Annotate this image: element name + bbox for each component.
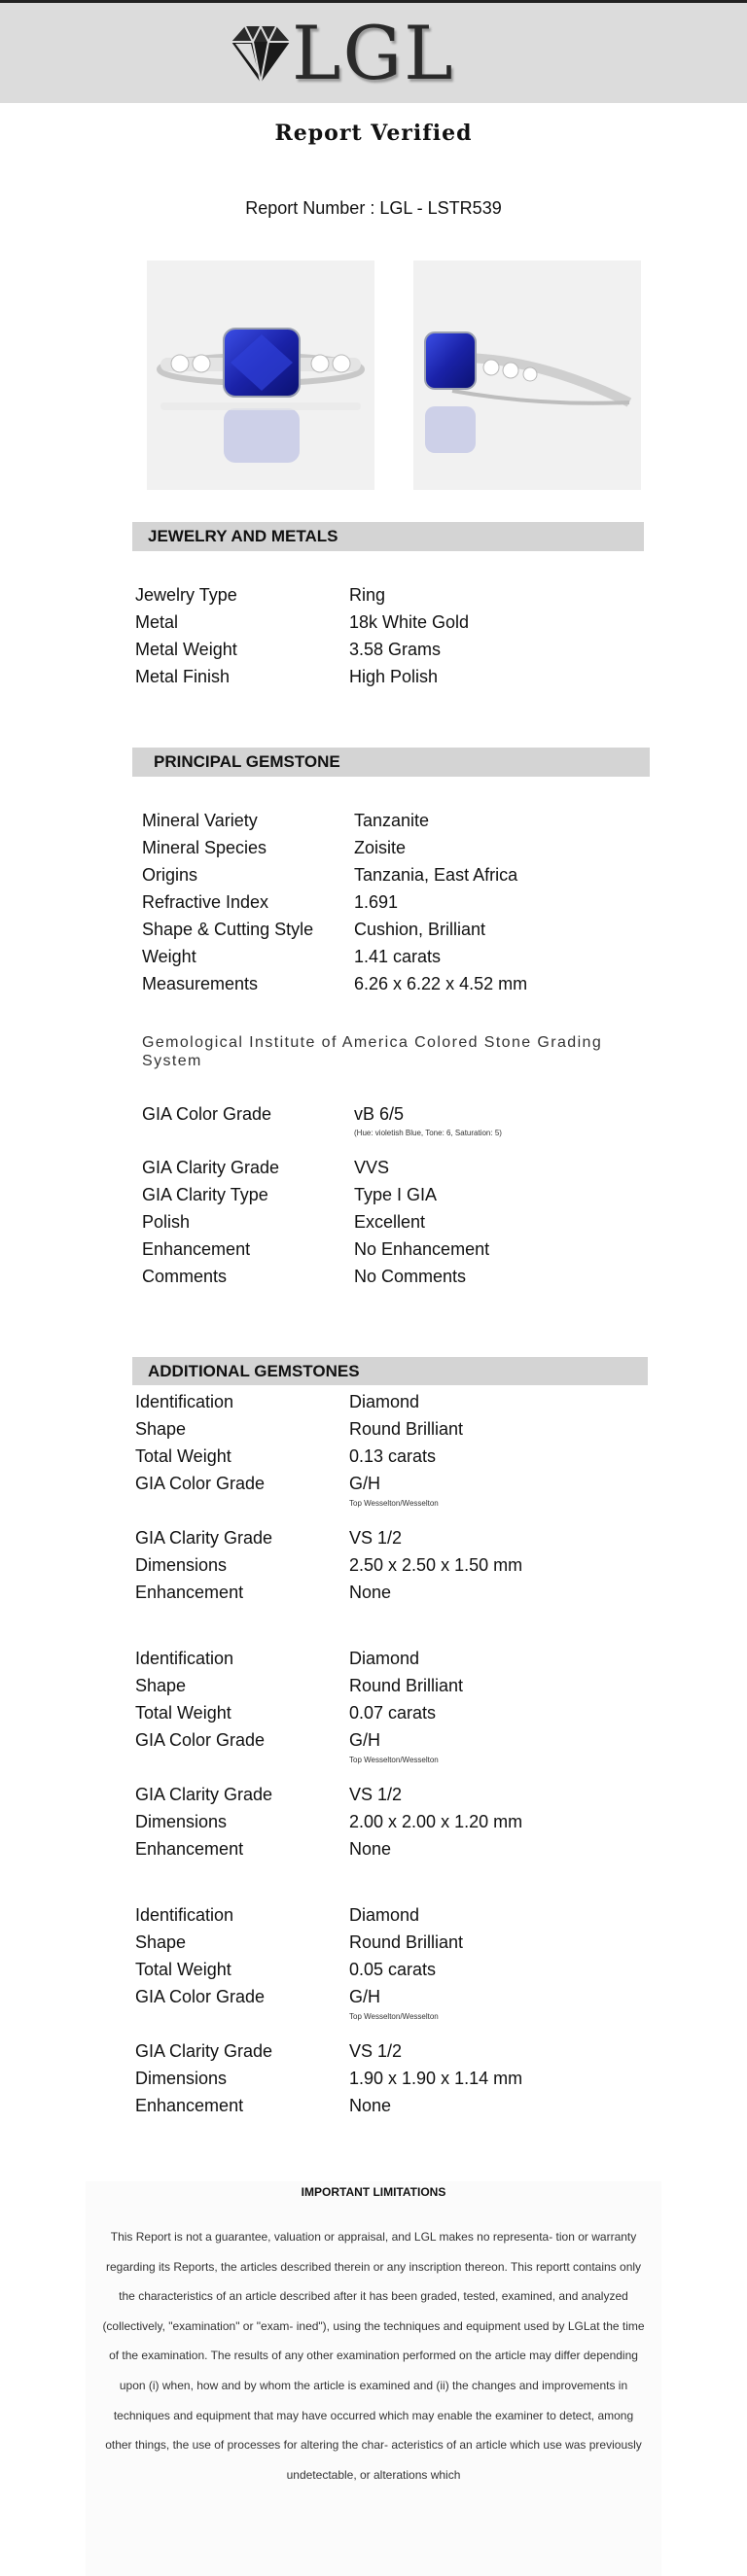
field-value: Diamond [349,1392,420,1411]
field-label: Shape [135,1419,187,1439]
field-label: GIA Clarity Grade [135,1528,273,1548]
field-value: 1.691 [354,892,399,912]
field-label: Enhancement [135,1839,244,1859]
field-value: None [349,1583,392,1602]
field-value: Type I GIA [354,1185,438,1204]
field-value: Round Brilliant [349,1419,464,1439]
field-label: Mineral Species [142,838,267,857]
field-value: 18k White Gold [349,612,470,632]
gia-grading-system-heading: Gemological Institute of America Colored Stone Grading System [142,1034,603,1069]
field-value: 2.50 x 2.50 x 1.50 mm [349,1555,523,1575]
field-label: Refractive Index [142,892,269,912]
field-label: Metal Finish [135,667,231,686]
field-value: No Enhancement [354,1239,490,1259]
field-value: 3.58 Grams [349,640,442,659]
field-value: None [349,1839,392,1859]
lgl-logo [226,10,479,96]
field-label: GIA Clarity Type [142,1185,268,1204]
field-label: Identification [135,1392,234,1411]
field-label: Total Weight [135,1703,231,1723]
field-value: VS 1/2 [349,2041,403,2061]
field-label: Enhancement [135,2096,244,2115]
stone3-color-note: Top Wesselton/Wesselton [349,2012,439,2021]
field-value: G/H [349,1987,381,2006]
field-value: Diamond [349,1649,420,1668]
limitations-text: This Report is not a guarantee, valuation or appraisal, and LGL makes no representa- tion or warranty regarding its Reports, the articles described therein or any inscription thereon. This reportt contains only the characteristics of an article described after it has been graded, tested, examined, and analyzed (collectively, "examination" or "exam- ined"), using the techniques and equipment used by LGLat the time of the examination. The results of any other examination performed on the article may differ depending upon (i) when, how and by whom the article is examined and (ii) the changes and improvements in techniques and equipment that may have occurred which may enable the examiner to detect, among other things, the use of processes for altering the char- acteristics of an article which use was previously undetectable, or alterations which [102,2230,645,2482]
diamond-icon [226,15,294,92]
field-value: Round Brilliant [349,1676,464,1695]
field-value: 6.26 x 6.22 x 4.52 mm [354,974,528,993]
field-value: 0.13 carats [349,1446,437,1466]
field-value: None [349,2096,392,2115]
ring-front-illustration [147,261,374,490]
field-label: GIA Color Grade [135,1730,266,1750]
field-label: Jewelry Type [135,585,237,605]
logo-text: LGL [292,10,455,96]
section-jewelry-metals-heading: JEWELRY AND METALS [132,522,644,551]
field-value: G/H [349,1730,381,1750]
important-limitations-panel [86,2181,661,2576]
stone1-color-note: Top Wesselton/Wesselton [349,1499,439,1508]
field-label: Dimensions [135,2069,228,2088]
field-value: VS 1/2 [349,1528,403,1548]
field-label: Identification [135,1649,234,1668]
field-label: Enhancement [135,1583,244,1602]
ring-side-photo [413,261,641,490]
field-label: GIA Color Grade [142,1104,272,1124]
ring-front-photo [147,261,374,490]
field-value: Zoisite [354,838,407,857]
field-label: GIA Clarity Grade [135,2041,273,2061]
report-number: Report Number : LGL - LSTR539 [245,198,502,218]
section-additional-gemstones-heading: ADDITIONAL GEMSTONES [132,1357,648,1385]
field-value: 1.90 x 1.90 x 1.14 mm [349,2069,523,2088]
field-value: Round Brilliant [349,1932,464,1952]
field-label: Metal Weight [135,640,237,659]
field-label: Dimensions [135,1812,228,1831]
stone2-color-note: Top Wesselton/Wesselton [349,1756,439,1764]
field-label: Total Weight [135,1960,231,1979]
field-value: 2.00 x 2.00 x 1.20 mm [349,1812,523,1831]
field-value: Tanzanite [354,811,430,830]
field-label: Mineral Variety [142,811,258,830]
field-label: Dimensions [135,1555,228,1575]
field-label: Identification [135,1905,234,1925]
field-value: Tanzania, East Africa [354,865,518,885]
field-value: vB 6/5 [354,1104,405,1124]
field-label: GIA Clarity Grade [142,1158,280,1177]
field-value: G/H [349,1474,381,1493]
field-value: No Comments [354,1267,467,1286]
field-value: 1.41 carats [354,947,442,966]
field-label: Shape [135,1676,187,1695]
field-label: GIA Color Grade [135,1474,266,1493]
field-label: Comments [142,1267,228,1286]
field-label: Metal [135,612,179,632]
ring-side-illustration [413,261,641,490]
field-label: Total Weight [135,1446,231,1466]
field-label: GIA Clarity Grade [135,1785,273,1804]
color-grade-note: (Hue: violetish Blue, Tone: 6, Saturation: 5) [354,1129,502,1137]
field-value: Cushion, Brilliant [354,920,486,939]
field-value: 0.05 carats [349,1960,437,1979]
field-label: Weight [142,947,196,966]
header-banner [0,3,747,103]
page-title: Report Verified [274,121,473,146]
field-value: High Polish [349,667,439,686]
field-value: 0.07 carats [349,1703,437,1723]
section-principal-gemstone-heading: PRINCIPAL GEMSTONE [132,748,650,777]
field-value: Excellent [354,1212,426,1232]
field-label: GIA Color Grade [135,1987,266,2006]
field-value: Ring [349,585,386,605]
field-label: Origins [142,865,198,885]
field-value: Diamond [349,1905,420,1925]
field-label: Shape [135,1932,187,1952]
limitations-heading: IMPORTANT LIMITATIONS [301,2185,446,2199]
field-value: VVS [354,1158,390,1177]
field-label: Polish [142,1212,191,1232]
field-label: Measurements [142,974,259,993]
field-value: VS 1/2 [349,1785,403,1804]
field-label: Enhancement [142,1239,251,1259]
field-label: Shape & Cutting Style [142,920,314,939]
